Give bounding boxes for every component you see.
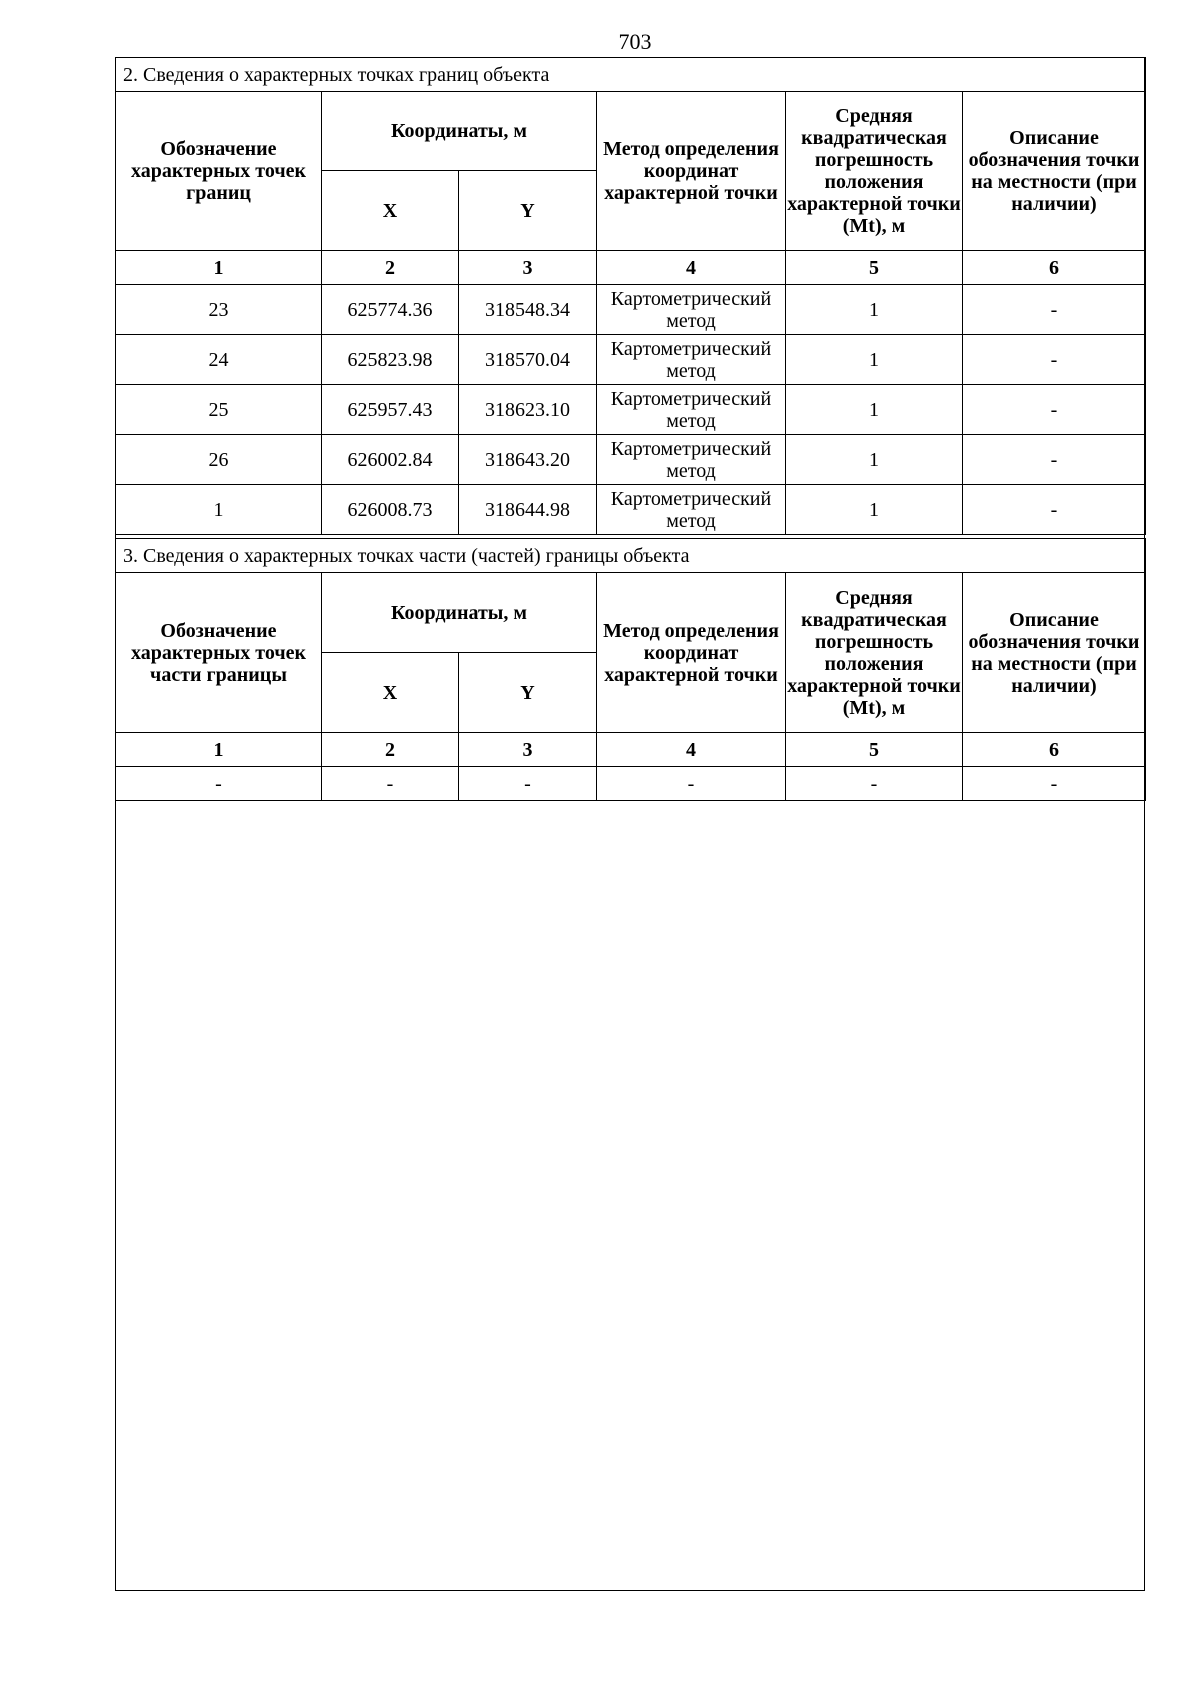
section-title: 2. Сведения о характерных точках границ объекта [116, 58, 1146, 92]
method-cell: Картометрический метод [597, 485, 786, 535]
error-cell: 1 [786, 435, 963, 485]
method-cell: Картометрический метод [597, 335, 786, 385]
method-cell: - [597, 767, 786, 801]
table-row [116, 485, 1146, 535]
description-cell: - [963, 435, 1146, 485]
header-designation: Обозначение характерных точек части границы [116, 573, 322, 733]
point-cell: 26 [116, 435, 322, 485]
error-cell: - [786, 767, 963, 801]
column-number: 6 [963, 733, 1146, 767]
header-x: X [322, 653, 459, 733]
point-cell: 25 [116, 385, 322, 435]
x-cell: 626002.84 [322, 435, 459, 485]
boundary-part-points-table [115, 538, 1146, 801]
column-number: 5 [786, 251, 963, 285]
point-cell: - [116, 767, 322, 801]
table-row [116, 335, 1146, 385]
column-number: 2 [322, 251, 459, 285]
column-number: 1 [116, 251, 322, 285]
method-cell: Картометрический метод [597, 435, 786, 485]
description-cell: - [963, 335, 1146, 385]
error-cell: 1 [786, 335, 963, 385]
header-designation: Обозначение характерных точек границ [116, 92, 322, 251]
header-y: Y [459, 653, 597, 733]
column-number: 3 [459, 251, 597, 285]
header-error: Средняя квадратическая погрешность положения характерной точки (Mt), м [786, 92, 963, 251]
column-number: 2 [322, 733, 459, 767]
x-cell: 625774.36 [322, 285, 459, 335]
column-number: 1 [116, 733, 322, 767]
description-cell: - [963, 385, 1146, 435]
x-cell: - [322, 767, 459, 801]
method-cell: Картометрический метод [597, 285, 786, 335]
header-error: Средняя квадратическая погрешность положения характерной точки (Mt), м [786, 573, 963, 733]
header-coordinates: Координаты, м [322, 573, 597, 653]
y-cell: - [459, 767, 597, 801]
header-description: Описание обозначения точки на местности (при наличии) [963, 92, 1146, 251]
table-row [116, 767, 1146, 801]
y-cell: 318644.98 [459, 485, 597, 535]
table-row [116, 435, 1146, 485]
description-cell: - [963, 767, 1146, 801]
method-cell: Картометрический метод [597, 385, 786, 435]
y-cell: 318623.10 [459, 385, 597, 435]
column-number: 6 [963, 251, 1146, 285]
page-number: 703 [618, 29, 652, 54]
column-number: 3 [459, 733, 597, 767]
point-cell: 1 [116, 485, 322, 535]
y-cell: 318643.20 [459, 435, 597, 485]
error-cell: 1 [786, 385, 963, 435]
error-cell: 1 [786, 485, 963, 535]
table-row [116, 285, 1146, 335]
point-cell: 24 [116, 335, 322, 385]
header-method: Метод определения координат характерной точки [597, 92, 786, 251]
y-cell: 318548.34 [459, 285, 597, 335]
boundary-points-table [115, 57, 1146, 535]
x-cell: 625957.43 [322, 385, 459, 435]
header-coordinates: Координаты, м [322, 92, 597, 171]
description-cell: - [963, 485, 1146, 535]
error-cell: 1 [786, 285, 963, 335]
description-cell: - [963, 285, 1146, 335]
y-cell: 318570.04 [459, 335, 597, 385]
column-number: 5 [786, 733, 963, 767]
header-description: Описание обозначения точки на местности (при наличии) [963, 573, 1146, 733]
header-y: Y [459, 171, 597, 251]
column-number: 4 [597, 733, 786, 767]
header-method: Метод определения координат характерной точки [597, 573, 786, 733]
section-title: 3. Сведения о характерных точках части (частей) границы объекта [116, 539, 1146, 573]
x-cell: 626008.73 [322, 485, 459, 535]
table-row [116, 385, 1146, 435]
header-x: X [322, 171, 459, 251]
x-cell: 625823.98 [322, 335, 459, 385]
column-number: 4 [597, 251, 786, 285]
point-cell: 23 [116, 285, 322, 335]
